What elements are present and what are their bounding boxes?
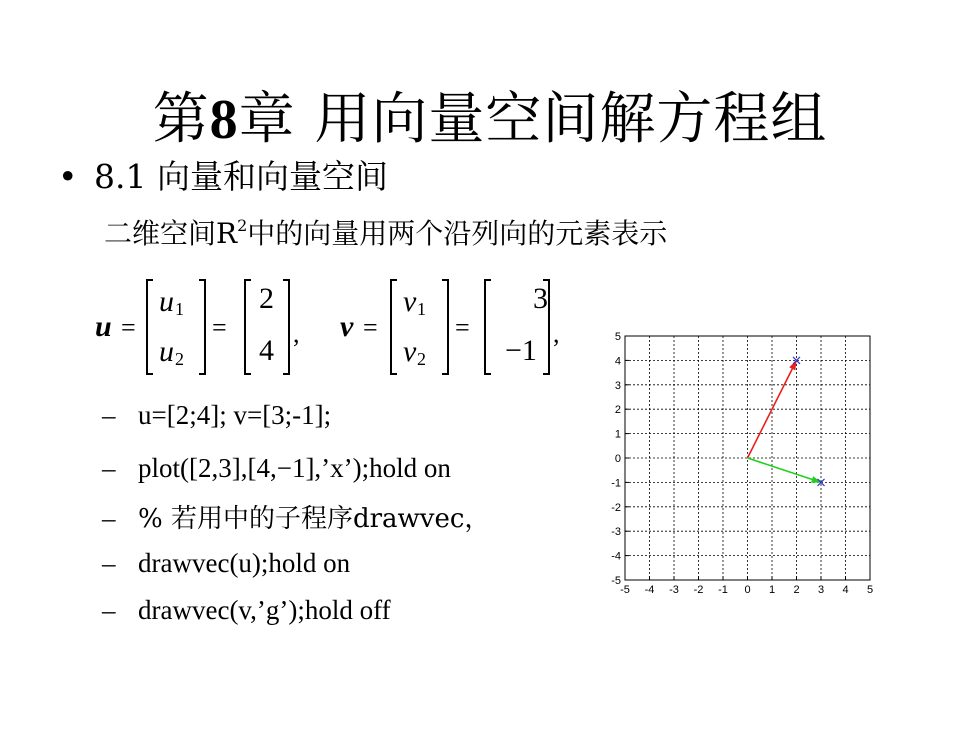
y-tick-label: 3	[614, 379, 621, 392]
y-tick-label: 0	[614, 453, 621, 465]
code-dash: –	[102, 503, 116, 533]
eq-v2-sub: 2	[417, 349, 426, 369]
eq-u2: u	[159, 335, 174, 368]
slide-title	[0, 87, 980, 152]
code-text: plot([2,3],[4,−1],’x’);hold on	[138, 453, 451, 483]
eq-equals-4: =	[455, 313, 470, 342]
y-tick-label: 2	[614, 404, 621, 417]
code-text: u=[2;4]; v=[3;-1];	[138, 400, 332, 430]
x-tick-label: -4	[644, 584, 655, 596]
code-dash: –	[102, 453, 116, 483]
code-text: % 若用中的子程序drawvec，	[138, 504, 491, 534]
y-tick-label: 4	[614, 355, 621, 368]
bracket-left-u	[147, 280, 153, 374]
eq-v2: v	[403, 335, 417, 368]
title-number: 8	[209, 89, 239, 151]
code-text: drawvec(v,’g’);hold off	[138, 595, 391, 625]
bracket-right-u-values	[283, 280, 289, 374]
vector-plot	[600, 328, 885, 600]
x-tick-label: -3	[669, 584, 679, 596]
code-line	[102, 402, 331, 429]
x-tick-label: 3	[817, 584, 825, 596]
eq-u2-sub: 2	[175, 349, 184, 369]
y-tick-label: -4	[611, 550, 621, 563]
bullet-dot: •	[58, 157, 78, 196]
y-tick-label: -3	[611, 526, 621, 539]
code-line	[102, 550, 350, 577]
description-superscript: 2	[237, 216, 248, 235]
x-tick-label: -1	[718, 584, 728, 596]
y-tick-label: -1	[611, 477, 621, 490]
bracket-left-v	[391, 280, 397, 374]
code-dash: –	[102, 595, 116, 625]
x-tick-label: 2	[793, 584, 800, 596]
x-tick-label: 0	[744, 584, 751, 596]
vector-equation	[95, 270, 575, 380]
y-tick-label: -2	[611, 501, 621, 514]
eq-u-symbol: u	[95, 310, 112, 343]
title-rest: 章 用向量空间解方程组	[238, 87, 828, 152]
eq-v-symbol: v	[340, 310, 354, 343]
eq-equals-2: =	[212, 313, 227, 342]
y-tick-label: -5	[611, 575, 621, 587]
code-line	[102, 455, 451, 482]
eq-u1: u	[159, 285, 174, 318]
bracket-left-v-values	[485, 280, 491, 374]
bracket-right-v	[442, 280, 448, 374]
vector-line	[748, 458, 822, 482]
eq-v1-sub: 1	[417, 299, 426, 319]
eq-equals-3: =	[363, 313, 378, 342]
eq-v-top-value: 3	[533, 282, 548, 315]
title-prefix: 第	[152, 87, 210, 152]
code-line	[102, 505, 490, 532]
bracket-right-u	[199, 280, 205, 374]
eq-u-bottom-value: 4	[259, 334, 274, 367]
section-title: 8.1 向量和向量空间	[94, 157, 388, 196]
eq-v-bottom-value: −1	[505, 334, 537, 367]
x-tick-label: 1	[768, 584, 776, 596]
y-tick-label: 5	[614, 331, 621, 343]
x-tick-label: 4	[842, 584, 849, 596]
description-part-a: 二维空间R	[104, 217, 238, 250]
y-tick-label: 1	[614, 428, 621, 441]
eq-u-top-value: 2	[259, 282, 274, 315]
description-part-b: 中的向量用两个沿列向的元素表示	[247, 217, 668, 250]
eq-v1: v	[403, 285, 417, 318]
eq-equals-1: =	[121, 313, 136, 342]
code-dash: –	[102, 548, 116, 578]
x-tick-label: -5	[620, 584, 630, 596]
eq-u1-sub: 1	[175, 299, 184, 319]
x-tick-label: 5	[866, 584, 874, 596]
x-tick-label: -2	[693, 584, 704, 596]
eq-comma-1: ,	[293, 319, 300, 348]
bracket-left-u-values	[245, 280, 251, 374]
code-dash: –	[102, 400, 116, 430]
code-line	[102, 597, 391, 624]
description-line	[104, 218, 667, 248]
eq-comma-2: ,	[553, 319, 560, 348]
code-text: drawvec(u);hold on	[138, 548, 351, 578]
